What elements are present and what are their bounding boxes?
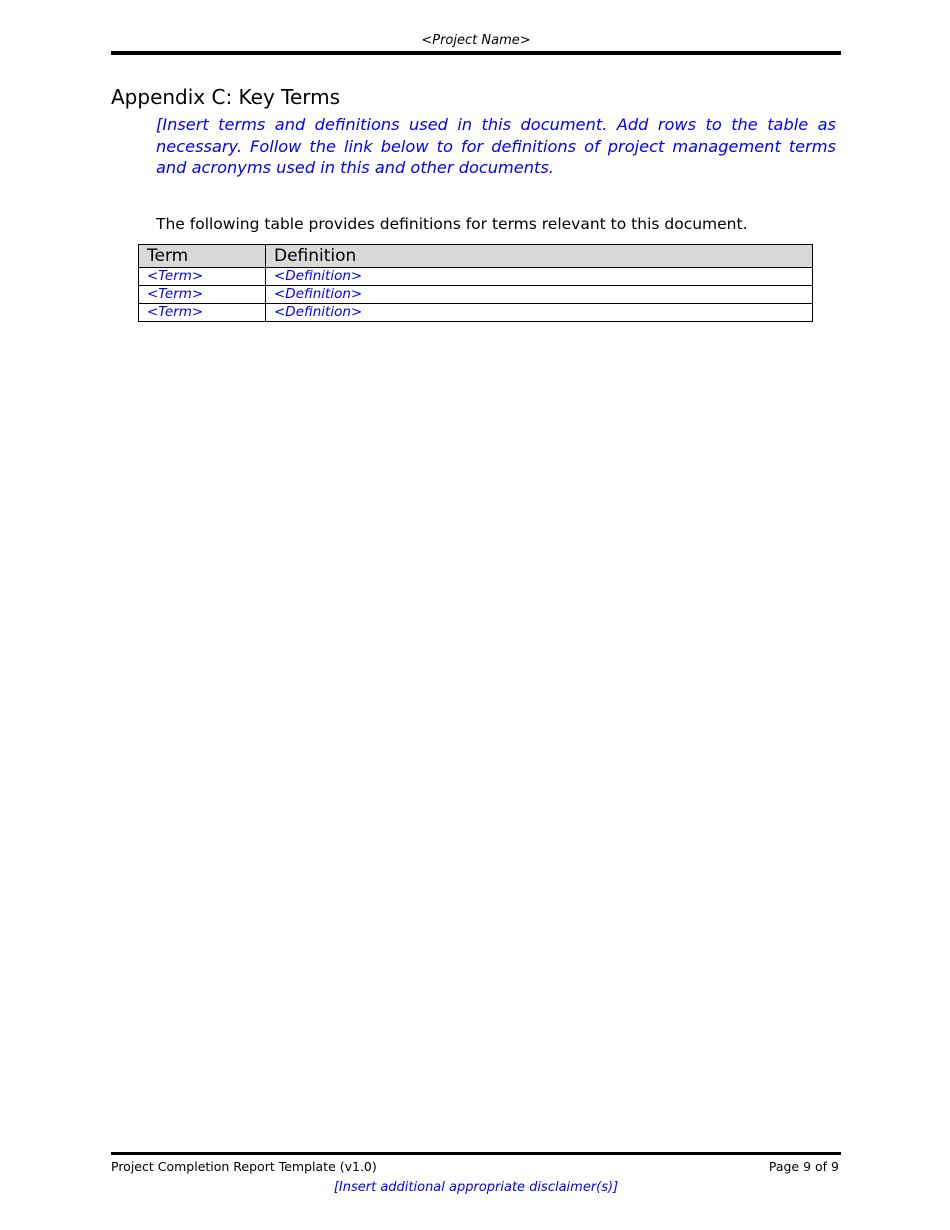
column-header-term: Term [139, 245, 266, 268]
footer-document-title: Project Completion Report Template (v1.0) [111, 1159, 377, 1174]
table-row [139, 304, 813, 322]
intro-paragraph: The following table provides definitions for terms relevant to this document. [156, 215, 748, 233]
instruction-text[interactable]: [Insert terms and definitions used in this document. Add rows to the table as necessary. Follow the link below to for definitions of project management terms and acronyms used in this and other documents. [156, 115, 836, 177]
term-cell[interactable]: <Term> [139, 304, 266, 322]
column-header-definition: Definition [266, 245, 813, 268]
table-header-row [139, 245, 813, 268]
footer-rule [111, 1152, 841, 1155]
section-heading: Appendix C: Key Terms [111, 85, 341, 109]
definition-cell[interactable]: <Definition> [266, 304, 813, 322]
table-row [139, 286, 813, 304]
header-rule [111, 51, 841, 55]
key-terms-table [138, 244, 813, 322]
term-cell[interactable]: <Term> [139, 268, 266, 286]
footer-page-number: Page 9 of 9 [768, 1159, 839, 1174]
table-row [139, 268, 813, 286]
definition-cell[interactable]: <Definition> [266, 286, 813, 304]
definition-cell[interactable]: <Definition> [266, 268, 813, 286]
page-header-project-name: <Project Name> [421, 33, 531, 48]
footer-disclaimer[interactable]: [Insert additional appropriate disclaimer(s)] [333, 1180, 619, 1195]
term-cell[interactable]: <Term> [139, 286, 266, 304]
